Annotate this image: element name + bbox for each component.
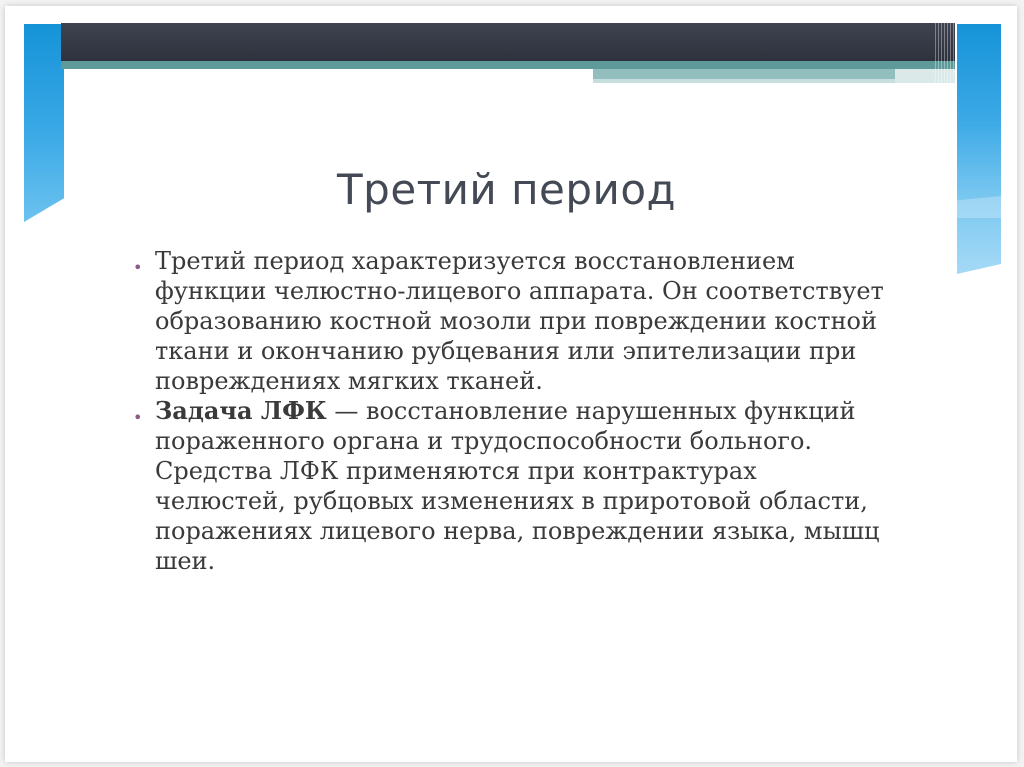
bullet-item xyxy=(129,246,889,396)
bullet-text: Третий период характеризуется восстановлением функции челюстно-лицевого аппарата. Он соответствует образованию костной мозоли при повреждении костной ткани и окончанию рубцевания или эпителизации при повреждениях мягких тканей. xyxy=(155,247,884,395)
header-bar xyxy=(61,23,955,61)
bullet-dot-icon: • xyxy=(133,258,143,277)
bullet-lead: Задача ЛФК xyxy=(155,396,327,425)
slide-title: Третий период xyxy=(337,165,677,214)
bullet-item xyxy=(129,396,889,576)
header-stripes xyxy=(935,23,955,83)
bullet-text: — восстановление нарушенных функций пораженного органа и трудоспособности больного. Средства ЛФК применяются при контрактурах челюстей, рубцовых изменениях в приротовой области, поражениях лицевого нерва, повреждении языка, мышц шеи. xyxy=(155,397,880,575)
left-accent-shape xyxy=(24,24,64,222)
bullet-list xyxy=(129,246,889,576)
header-teal-rule xyxy=(61,61,955,69)
slide xyxy=(5,6,1017,762)
right-accent-band xyxy=(957,196,1001,218)
right-accent-shape xyxy=(957,24,1001,274)
bullet-dot-icon: • xyxy=(133,408,143,427)
